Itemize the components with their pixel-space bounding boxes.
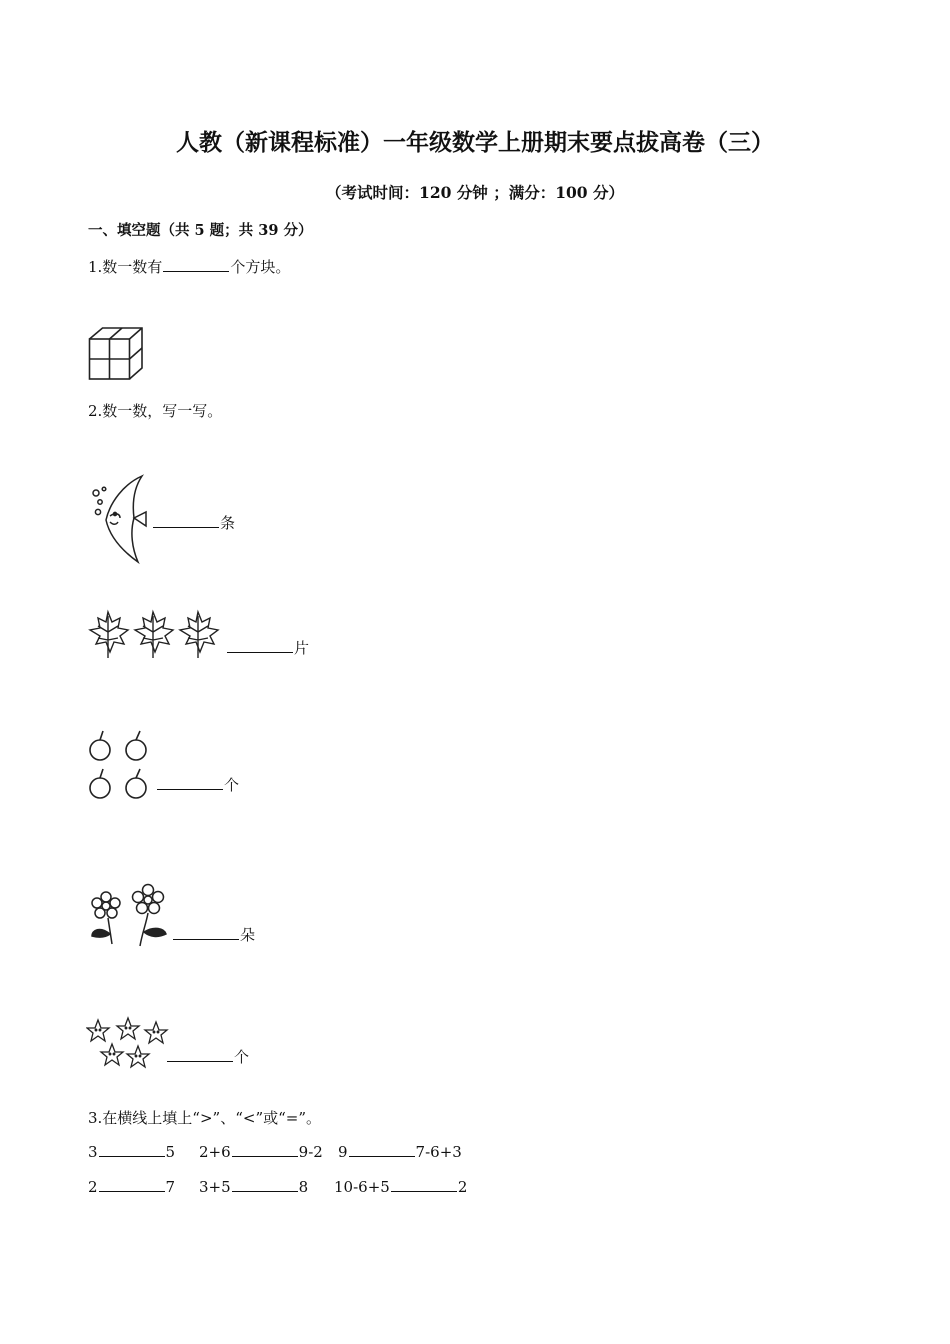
flowers-figure [86, 880, 174, 950]
maple-leaves-figure [86, 606, 226, 664]
compare-left: 2+6 [199, 1143, 231, 1161]
leaf-count-line [226, 637, 309, 658]
compare-right: 7 [165, 1178, 176, 1196]
compare-left: 10-6+5 [334, 1178, 390, 1196]
question-1-prefix: 1.数一数有 [88, 258, 163, 276]
compare-right: 8 [298, 1178, 309, 1196]
answer-blank[interactable] [157, 775, 223, 790]
answer-blank[interactable] [173, 925, 239, 940]
compare-right: 9-2 [298, 1143, 323, 1161]
answer-blank[interactable] [232, 1177, 298, 1192]
question-2: 2.数一数，写一写。 [88, 402, 223, 420]
question-1 [88, 256, 290, 277]
compare-item [88, 1177, 175, 1196]
star-count-line [166, 1046, 249, 1067]
compare-item [88, 1142, 175, 1161]
compare-item [199, 1177, 308, 1196]
question-1-suffix: 个方块。 [230, 258, 291, 276]
compare-item [338, 1142, 462, 1161]
page-title: 人教（新课程标准）一年级数学上册期末要点拔高卷（三） [176, 130, 774, 156]
fish-count-line [152, 512, 235, 533]
compare-right: 5 [165, 1143, 176, 1161]
answer-blank[interactable] [163, 257, 229, 272]
fish-figure [86, 470, 152, 566]
answer-blank[interactable] [232, 1142, 298, 1157]
stars-figure [86, 1016, 170, 1074]
unit-label: 条 [220, 514, 236, 532]
unit-label: 个 [224, 776, 240, 794]
answer-blank[interactable] [227, 638, 293, 653]
apple-count-line [156, 774, 239, 795]
unit-label: 朵 [240, 926, 256, 944]
compare-right: 7-6+3 [415, 1143, 462, 1161]
compare-left: 9 [338, 1143, 348, 1161]
flower-count-line [172, 924, 255, 945]
compare-item [334, 1177, 467, 1196]
unit-label: 片 [294, 639, 310, 657]
compare-left: 3+5 [199, 1178, 231, 1196]
section-heading: 一、填空题（共 5 题；共 39 分） [88, 222, 313, 239]
answer-blank[interactable] [167, 1047, 233, 1062]
unit-label: 个 [234, 1048, 250, 1066]
compare-right: 2 [457, 1178, 468, 1196]
answer-blank[interactable] [153, 513, 219, 528]
answer-blank[interactable] [391, 1177, 457, 1192]
answer-blank[interactable] [349, 1142, 415, 1157]
question-3: 3.在横线上填上“>”、“<”或“=”。 [88, 1109, 322, 1127]
apples-figure [86, 728, 156, 806]
exam-info: （考试时间：120 分钟 ；满分：100 分） [326, 183, 624, 202]
answer-blank[interactable] [99, 1142, 165, 1157]
compare-left: 2 [88, 1178, 98, 1196]
cube-stack-figure [88, 326, 144, 382]
compare-item [199, 1142, 323, 1161]
compare-left: 3 [88, 1143, 98, 1161]
answer-blank[interactable] [99, 1177, 165, 1192]
